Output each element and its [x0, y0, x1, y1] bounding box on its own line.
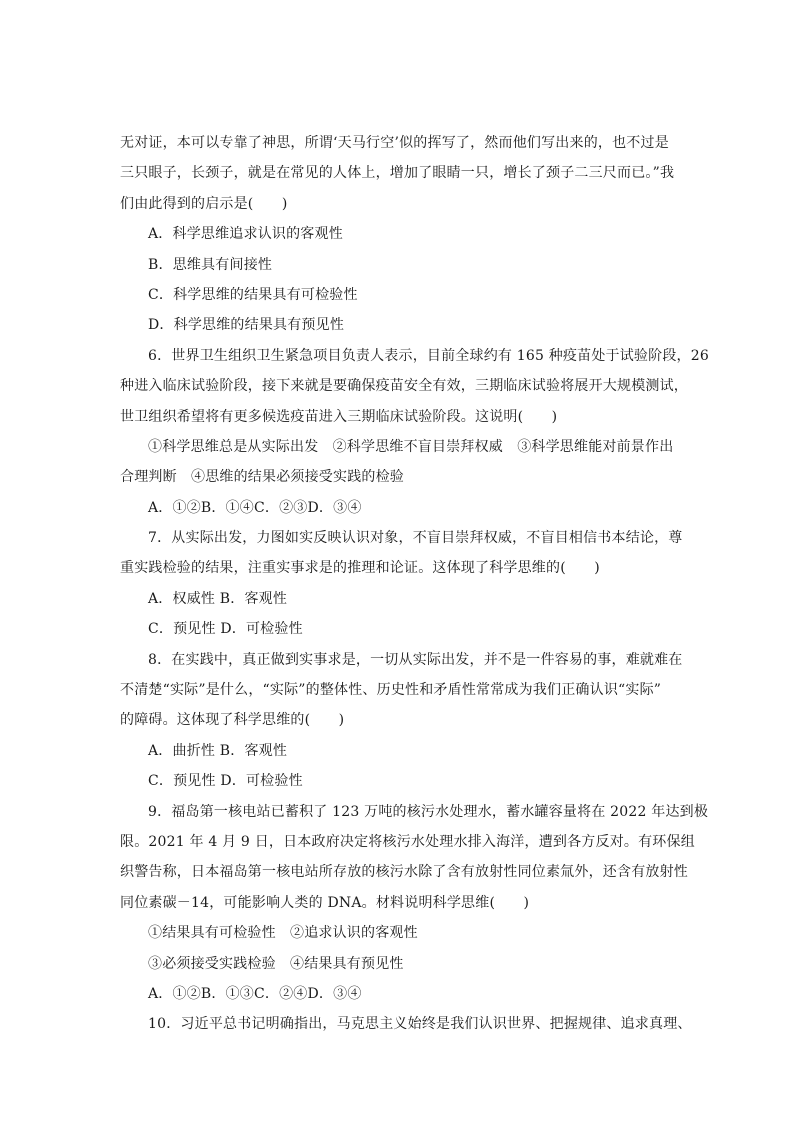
- text-line: 们由此得到的启示是( ): [120, 195, 288, 212]
- answer-option-line: B．思维具有间接性: [148, 256, 273, 273]
- text-line: ①科学思维总是从实际出发 ②科学思维不盲目崇拜权威 ③科学思维能对前景作出: [148, 438, 674, 455]
- text-line: 9．福岛第一核电站已蓄积了 123 万吨的核污水处理水，蓄水罐容量将在 2022 年达到极: [148, 803, 709, 820]
- text-line: 重实践检验的结果，注重实事求是的推理和论证。这体现了科学思维的( ): [120, 560, 600, 577]
- text-line: 世卫组织希望将有更多候选疫苗进入三期临床试验阶段。这说明( ): [120, 408, 558, 425]
- answer-option-line: C．预见性 D．可检验性: [148, 621, 303, 638]
- question-text-block: [120, 128, 709, 1040]
- text-line: 织警告称，日本福岛第一核电站所存放的核污水除了含有放射性同位素氚外，还含有放射性: [120, 864, 688, 881]
- text-line: ③必须接受实践检验 ④结果具有预见性: [148, 955, 404, 972]
- text-line: 同位素碳－14，可能影响人类的 DNA。材料说明科学思维( ): [120, 894, 530, 911]
- text-line: 无对证，本可以专靠了神思，所谓‘天马行空’似的挥写了，然而他们写出来的，也不过是: [120, 135, 669, 151]
- text-line: 合理判断 ④思维的结果必须接受实践的检验: [120, 469, 404, 486]
- text-line: ①结果具有可检验性 ②追求认识的客观性: [148, 925, 418, 942]
- text-line: 不清楚“实际”是什么，“实际”的整体性、历史性和矛盾性常常成为我们正确认识“实际”: [120, 682, 662, 699]
- text-line: 限。2021 年 4 月 9 日，日本政府决定将核污水处理水排入海洋，遭到各方反对。有环保组: [120, 833, 695, 850]
- answer-option-line: A．科学思维追求认识的客观性: [148, 226, 343, 243]
- answer-option-line: C．预见性 D．可检验性: [148, 773, 303, 790]
- text-line: 三只眼子，长颈子，就是在常见的人体上，增加了眼睛一只，增长了颈子二三尺而已。”我: [120, 165, 675, 182]
- answer-option-line: A．①②B．①④C．②③D．③④: [148, 499, 362, 516]
- text-line: 7．从实际出发，力图如实反映认识对象，不盲目崇拜权威，不盲目相信书本结论，尊: [148, 530, 683, 547]
- answer-option-line: C．科学思维的结果具有可检验性: [148, 286, 358, 303]
- text-line: 6．世界卫生组织卫生紧急项目负责人表示，目前全球约有 165 种疫苗处于试验阶段，26: [148, 347, 709, 364]
- answer-option-line: A．曲折性 B．客观性: [148, 742, 288, 759]
- answer-option-line: D．科学思维的结果具有预见性: [148, 317, 345, 334]
- text-line: 种进入临床试验阶段，接下来就是要确保疫苗安全有效，三期临床试验将展开大规模测试，: [120, 378, 688, 395]
- text-line: 的障碍。这体现了科学思维的( ): [120, 712, 345, 729]
- text-line: 8．在实践中，真正做到实事求是，一切从实际出发，并不是一件容易的事，难就难在: [148, 651, 683, 668]
- text-line: 10．习近平总书记明确指出，马克思主义始终是我们认识世界、把握规律、追求真理、: [148, 1016, 692, 1033]
- answer-option-line: A．权威性 B．客观性: [148, 590, 288, 607]
- answer-option-line: A．①②B．①③C．②④D．③④: [148, 985, 362, 1002]
